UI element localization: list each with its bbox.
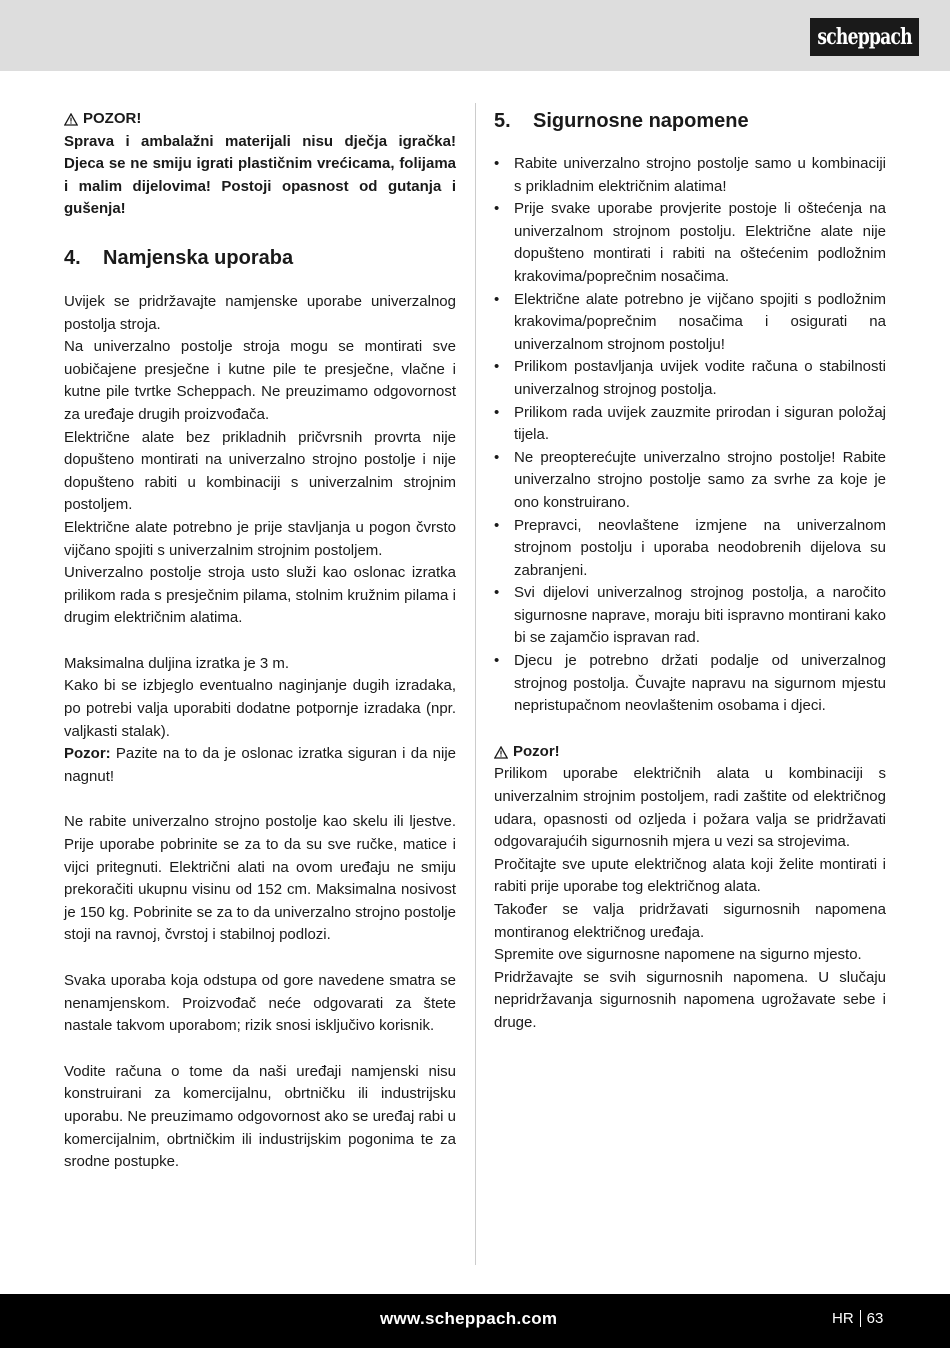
list-item-text: Prilikom rada uvijek zauzmite prirodan i siguran položaj tijela.: [514, 403, 886, 444]
list-item-text: Djecu je potrebno držati podalje od univerzalnog strojnog postolja. Čuvajte napravu na sigurnom mjestu nepristupačnom neovlaštenim osobama i djeci.: [514, 652, 886, 715]
bullet-icon: •: [494, 652, 500, 670]
child-warning-text: Sprava i ambalažni materijali nisu dječja igračka! Djeca se ne smiju igrati plastičnim vrećicama, folijama i malim dijelovima! Postoji opasnost od gutanja i gušenja!: [64, 132, 456, 218]
header-band: [0, 0, 950, 71]
column-divider: [475, 103, 476, 1265]
bullet-icon: •: [494, 200, 500, 218]
caution-paragraph: [64, 743, 456, 788]
bullet-icon: •: [494, 584, 500, 602]
intended-use-paragraph-2: Na univerzalno postolje stroja mogu se montirati sve uobičajene presječne i kutne pile te presječne, vlačne i kutne pile tvrtke Scheppach. Ne preuzimamo odgovornost za uređaje drugih proizvođača.: [64, 338, 456, 423]
warning-triangle-icon: [64, 113, 78, 126]
caution-text: Pazite na to da je oslonac izratka siguran i da nije nagnut!: [64, 745, 456, 785]
left-column: [64, 108, 456, 1174]
intended-use-paragraph-5: Univerzalno postolje stroja usto služi kao oslonac izratka prilikom rada s presječnim pilama, stolnim kružnim pilama i drugim električnim alatima.: [64, 564, 456, 627]
list-item-text: Prepravci, neovlaštene izmjene na univerzalnom strojnom postolju i uporaba neodobrenih dijelova su zabranjeni.: [514, 516, 886, 579]
list-item: [494, 356, 886, 401]
ladder-warning-paragraph: Ne rabite univerzalno strojno postolje kao skelu ili ljestve. Prije uporabe pobrinite se za to da su sve ručke, matice i vijci pritegnuti. Električni alati na ovom uređaju ne smiju prekoračiti ukupnu visinu od 152 cm. Maksimalna nosivost je 150 kg. Pobrinite se za to da univerzalno strojno postolje stoji na ravnoj, čvrstoj i stabilnoj podlozi.: [64, 813, 456, 944]
list-item: [494, 289, 886, 357]
list-item: [494, 447, 886, 515]
bullet-icon: •: [494, 358, 500, 376]
commercial-use-paragraph: Vodite računa o tome da naši uređaji namjenski nisu konstruirani za komercijalnu, obrtničku ili industrijsku uporabu. Ne preuzimamo odgovornost ako se uređaj rabi u komercijalnim, obrtničkim ili industrijskim pogonima te za srodne postupke.: [64, 1062, 456, 1171]
list-item: [494, 198, 886, 288]
electric-warning-title: Pozor!: [513, 742, 560, 760]
bullet-icon: •: [494, 155, 500, 172]
electric-warning-paragraph-5: Pridržavajte se svih sigurnosnih napomena. U slučaju nepridržavanja sigurnosnih napomena ugrožavate sebe i druge.: [494, 968, 886, 1031]
footer-separator: [860, 1310, 861, 1327]
list-item-text: Rabite univerzalno strojno postolje samo u kombinaciji s prikladnim električnim alatima!: [514, 155, 886, 195]
list-item-text: Svi dijelovi univerzalnog strojnog postolja, a naročito sigurnosne naprave, moraju biti ispravno montirani kako bi se zajamčio ispravan rad.: [514, 584, 886, 647]
electric-warning-paragraph-1: Prilikom uporabe električnih alata u kombinaciji s univerzalnim strojnim postoljem, radi zaštite od električnog udara, opasnosti od ozljeda i požara valja se pridržavati odgovarajućih sigurnosnih mjera u vezi sa strojevima.: [494, 765, 886, 851]
electric-warning-paragraph-4: Spremite ove sigurnosne napomene na sigurno mjesto.: [494, 946, 862, 964]
bullet-icon: •: [494, 448, 500, 466]
electric-warning-paragraph-3: Također se valja pridržavati sigurnosnih napomena montiranog električnog uređaja.: [494, 901, 886, 941]
list-item-text: Električne alate potrebno je vijčano spojiti s podložnim krakovima/poprečnim nosačima i osigurati na univerzalnom strojnom postolju!: [514, 290, 886, 353]
warning-triangle-icon: [494, 746, 508, 759]
section-5-title: Sigurnosne napomene: [533, 110, 749, 132]
list-item: [494, 402, 886, 447]
support-paragraph: Kako bi se izbjeglo eventualno naginjanje dugih izradaka, po potrebi valja uporabiti dodatne potpornje izradaka (npr. valjkasti stalak).: [64, 677, 456, 740]
bullet-icon: •: [494, 290, 500, 308]
caution-label: Pozor:: [64, 745, 111, 763]
bullet-icon: •: [494, 403, 500, 421]
footer-page-info: [832, 1310, 883, 1327]
list-item: [494, 515, 886, 583]
list-item: [494, 582, 886, 650]
bullet-icon: •: [494, 516, 500, 534]
section-4-title: Namjenska uporaba: [103, 246, 294, 269]
list-item-text: Ne preopterećujte univerzalno strojno postolje! Rabite univerzalno strojno postolje samo za svrhe za koje je ono konstruirano.: [514, 448, 886, 511]
section-4-number: 4.: [64, 246, 81, 269]
child-warning-title: POZOR!: [83, 110, 142, 127]
list-item-text: Prilikom postavljanja uvijek vodite računa o stabilnosti univerzalnog strojnog postolja.: [514, 358, 886, 398]
list-item: [494, 153, 886, 198]
section-5-number: 5.: [494, 110, 511, 132]
intended-use-paragraph-1: Uvijek se pridržavajte namjenske uporabe univerzalnog postolja stroja.: [64, 292, 456, 333]
section-5-heading: [494, 108, 886, 134]
intended-use-paragraph-4: Električne alate potrebno je prije stavljanja u pogon čvrsto vijčano spojiti s univerzalnim strojnim postoljem.: [64, 518, 456, 559]
brand-logo: [810, 18, 919, 56]
misuse-paragraph: Svaka uporaba koja odstupa od gore navedene smatra se nenamjenskom. Proizvođač neće odgovarati za štete nastale takvom uporabom; rizik snosi isključivo korisnik.: [64, 972, 456, 1035]
footer-page-number: 63: [866, 1310, 884, 1327]
footer-language: HR: [832, 1310, 854, 1327]
electric-warning-heading: [494, 741, 886, 764]
list-item-text: Prije svake uporabe provjerite postoje li oštećenja na univerzalnom strojnom postolju. Električne alate nije dopušteno montirati i rabiti na oštećenim podložnim krakovima/poprečnim nosačima.: [514, 200, 886, 285]
safety-bullet-list: [494, 153, 886, 718]
right-column: [494, 108, 886, 1035]
brand-logo-text: scheppach: [817, 24, 912, 50]
list-item: [494, 650, 886, 718]
electric-warning-paragraph-2: Pročitajte sve upute električnog alata koji želite montirati i rabiti prije uporabe tog električnog alata.: [494, 855, 886, 896]
child-warning-heading: [64, 108, 456, 131]
intended-use-paragraph-3: Električne alate bez prikladnih pričvrsnih provrta nije dopušteno montirati na univerzalno strojno postolje i nije dopušteno rabiti u kombinaciji s univerzalnim strojnim postoljem.: [64, 428, 456, 514]
section-4-heading: [64, 245, 456, 271]
max-length-paragraph: Maksimalna duljina izratka je 3 m.: [64, 654, 290, 672]
footer-website-link[interactable]: www.scheppach.com: [380, 1309, 558, 1328]
